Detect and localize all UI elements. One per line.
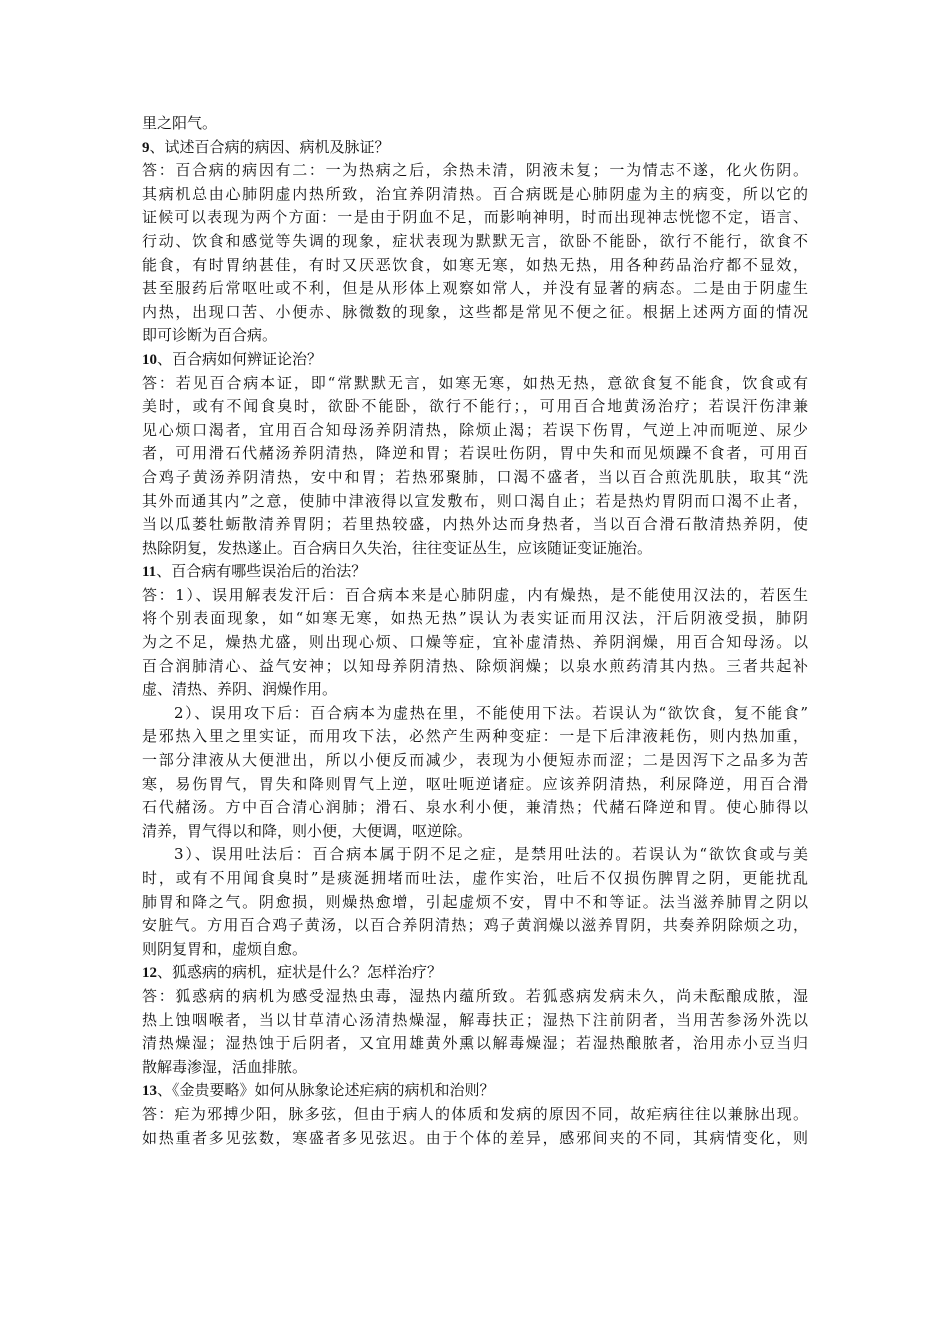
text-line: 答：百合病的病因有二：一为热病之后，余热未清，阴液未复；一为情志不遂，化火伤阴。 [142,161,808,180]
text-line: 2）、误用攻下后：百合病本为虚热在里，不能使用下法。若误认为“欲饮食，复不能食” [174,703,808,722]
text-line: 当以瓜蒌牡蛎散清养胃阴；若里热较盛，内热外达而身热者，当以百合滑石散清热养阴，使 [142,515,808,534]
text-line: 答：若见百合病本证，即“常默默无言，如寒无寒，如热无热，意欲食复不能食，饮食或有 [142,373,808,392]
question-number: 10 [142,351,157,368]
answer-paragraph [142,843,808,961]
question-heading [142,961,808,985]
text-line: 者，可用滑石代赭汤养阴清热，降逆和胃；若误吐伤阴，胃中失和而见烦躁不食者，可用百 [142,444,808,463]
text-line: 则阴复胃和，虚烦自愈。 [142,939,308,958]
question-number: 9 [142,139,150,156]
text-line: 热除阴复，发热遂止。百合病日久失治，往往变证丛生，应该随证变证施治。 [142,538,653,557]
text-line: 里之阳气。 [142,114,218,132]
answer-paragraph [142,372,808,561]
question-text: 、《金贵要略》如何从脉象论述疟病的病机和治则？ [157,1081,495,1100]
text-line: 行动、饮食和感觉等失调的现象，症状表现为默默无言，欲卧不能卧，欲行不能行，欲食不 [142,231,808,250]
text-line: 答：狐惑病的病机为感受湿热虫毒，湿热内蕴所致。若狐惑病发病未久，尚未酝酿成脓，湿 [142,986,808,1005]
text-line: 美时，或有不闻食臭时，欲卧不能卧，欲行不能行；，可用百合地黄汤治疗；若误汗伤津兼 [142,397,808,416]
question-heading [142,348,808,372]
answer-paragraph [142,702,808,844]
text-line: 见心烦口渴者，宜用百合知母汤养阴清热，除烦止渴；若误下伤胃，气逆上冲而呃逆、尿少 [142,420,808,439]
question-heading [142,1079,808,1103]
question-text: 、百合病有哪些误治后的治法？ [156,562,367,581]
text-line: 一部分津液从大便泄出，所以小便反而减少，表现为小便短赤而涩；二是因泻下之品多为苦 [142,751,808,770]
text-line: 答：疟为邪搏少阳，脉多弦，但由于病人的体质和发病的原因不同，故疟病往往以兼脉出现。 [142,1104,808,1123]
question-text: 、狐惑病的病机，症状是什么？怎样治疗？ [157,963,443,982]
text-line: 清养，胃气得以和降，则小便，大便调，呕逆除。 [142,821,473,840]
text-line: 其病机总由心肺阴虚内热所致，治宜养阴清热。百合病既是心肺阴虚为主的病变，所以它的 [142,184,808,203]
text-line: 内热，出现口苦、小便赤、脉微数的现象，这些都是常见不便之征。根据上述两方面的情况 [142,302,808,321]
answer-paragraph [142,159,808,348]
text-line: 清热燥湿；湿热蚀于后阴者，又宜用雄黄外熏以解毒燥湿；若湿热酿脓者，治用赤小豆当归 [142,1034,808,1053]
answer-paragraph [142,1103,808,1150]
question-number: 11 [142,564,157,581]
text-line: 甚至服药后常呕吐或不利，但是从形体上观察如常人，并没有显著的病态。二是由于阴虚生 [142,279,808,298]
answer-paragraph [142,985,808,1079]
answer-paragraph [142,584,808,702]
text-line: 是邪热入里之里实证，而用攻下法，必然产生两种变症：一是下后津液耗伤，则内热加重， [142,727,808,746]
text-line: 合鸡子黄汤养阴清热，安中和胃；若热邪聚肺，口渴不盛者，当以百合煎洗肌肤，取其“洗 [142,467,808,486]
question-heading [142,560,808,584]
text-line: 证候可以表现为两个方面：一是由于阴血不足，而影响神明，时而出现神志恍惚不定，语言、 [142,208,808,227]
document-page [142,112,808,1150]
question-text: 、试述百合病的病因、病机及脉证？ [149,137,390,156]
text-line: 虚、清热、养阴、润燥作用。 [142,680,338,699]
text-line: 寒，易伤胃气，胃失和降则胃气上逆，呕吐呃逆诸症。应该养阴清热，利尿降逆，用百合滑 [142,774,808,793]
text-line: 散解毒渗湿，活血排脓。 [142,1057,308,1076]
text-line: 能食，有时胃纳甚佳，有时又厌恶饮食，如寒无寒，如热无热，用各种药品治疗都不显效， [142,255,808,274]
text-line: 安脏气。方用百合鸡子黄汤，以百合养阴清热；鸡子黄润燥以滋养胃阴，共奏养阴除烦之功， [142,916,808,935]
text-line: 热上蚀咽喉者，当以甘草清心汤清热燥湿，解毒扶正；湿热下注前阴者，当用苦参汤外洗以 [142,1010,808,1029]
text-line: 时，或有不用闻食臭时”是痰涎拥堵而吐法，虚作实治，吐后不仅损伤脾胃之阴，更能扰乱 [142,869,808,887]
answer-paragraph [142,112,808,136]
text-line: 3）、误用吐法后：百合病本属于阴不足之症，是禁用吐法的。若误认为“欲饮食或与美 [174,845,808,864]
text-line: 肺胃和降之气。阴愈损，则燥热愈增，引起虚烦不安，胃中不和等证。法当滋养肺胃之阴以 [142,892,808,911]
question-number: 13 [142,1083,157,1100]
text-line: 如热重者多见弦数，寒盛者多见弦迟。由于个体的差异，感邪间夹的不同，其病情变化，则 [142,1128,808,1147]
text-line: 即可诊断为百合病。 [142,326,278,345]
text-line: 百合润肺清心、益气安神；以知母养阴清热、除烦润燥；以泉水煎药清其内热。三者共起补 [142,656,808,675]
text-line: 答：1）、误用解表发汗后：百合病本来是心肺阴虚，内有燥热，是不能使用汉法的，若医生 [142,585,808,604]
question-text: 、百合病如何辨证论治？ [157,349,323,368]
text-line: 将个别表面现象，如“如寒无寒，如热无热”误认为表实证而用汉法，汗后阴液受损，肺阴 [142,609,808,628]
text-line: 其外而通其内”之意，使肺中津液得以宣发敷布，则口渴自止；若是热灼胃阴而口渴不止者， [142,491,808,510]
question-heading [142,136,808,160]
question-number: 12 [142,965,157,982]
text-line: 石代赭汤。方中百合清心润肺；滑石、泉水利小便，兼清热；代赭石降逆和胃。使心肺得以 [142,798,808,817]
text-line: 为之不足，燥热尤盛，则出现心烦、口燥等症，宜补虚清热、养阴润燥，用百合知母汤。以 [142,633,808,652]
